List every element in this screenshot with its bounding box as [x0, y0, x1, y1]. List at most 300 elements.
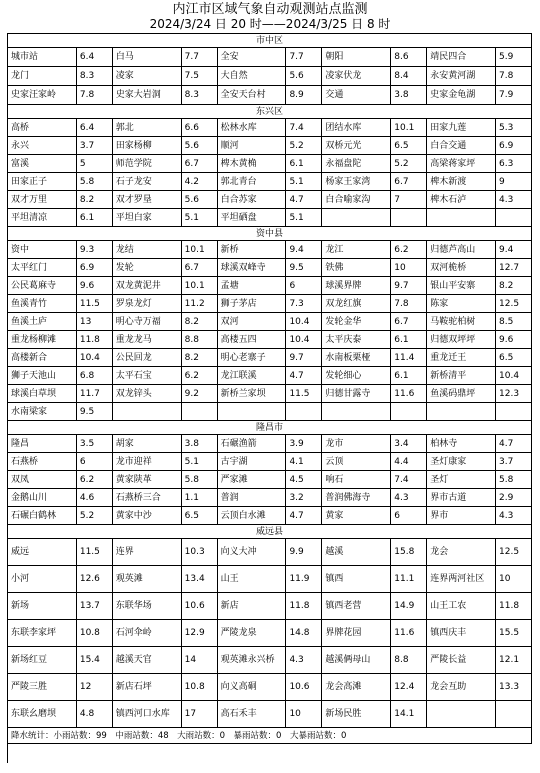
station-name: 白合喻家沟: [322, 191, 391, 208]
station-name: 归德双坪坪: [427, 331, 496, 348]
section-header-row: [8, 34, 532, 48]
rainfall-value: 9.2: [182, 385, 218, 402]
station-name: 连界: [113, 539, 182, 565]
rainfall-value: 5.6: [182, 137, 218, 154]
rainfall-value: 6: [391, 507, 427, 524]
rainfall-value: 5.1: [182, 209, 218, 226]
rainfall-value: 6.1: [391, 367, 427, 384]
station-name: [427, 701, 496, 727]
rainfall-value: 11.8: [496, 593, 532, 619]
rainfall-value: 11.6: [391, 385, 427, 402]
rainfall-value: 5.8: [182, 471, 218, 488]
rainfall-value: 9: [496, 173, 532, 190]
rainfall-value: 11.9: [286, 566, 322, 592]
table-row: [8, 191, 532, 209]
rainfall-value: 6.4: [77, 48, 113, 66]
rainfall-value: 10.4: [77, 349, 113, 366]
rainfall-value: 8.3: [77, 67, 113, 85]
table-row: [8, 674, 532, 701]
station-name: 石河伞岭: [113, 620, 182, 646]
station-name: 平坦白家: [113, 209, 182, 226]
rainfall-value: 4.3: [391, 489, 427, 506]
station-name: 镇西老营: [322, 593, 391, 619]
station-name: 新桥兰家坝: [218, 385, 287, 402]
rainfall-value: 9.5: [77, 403, 113, 420]
station-name: 田家九莲: [427, 119, 496, 136]
station-name: 新场红豆: [8, 647, 77, 673]
station-name: 严陵三胜: [8, 674, 77, 700]
station-name: 界牌花园: [322, 620, 391, 646]
station-name: 罗泉龙灯: [113, 295, 182, 312]
table-row: [8, 701, 532, 728]
table-row: [8, 593, 532, 620]
rainfall-value: 9.4: [286, 241, 322, 258]
report-title: 内江市区域气象自动观测站点监测: [172, 2, 368, 17]
station-name: 连界两河社区: [427, 566, 496, 592]
table-row: [8, 119, 532, 137]
rainfall-value: 4.3: [496, 191, 532, 208]
station-name: 发轮细心: [322, 367, 391, 384]
rainfall-value: 9.7: [391, 277, 427, 294]
rainfall-value: 10: [391, 259, 427, 276]
station-name: 龙会: [427, 539, 496, 565]
station-name: 石碾渔箭: [218, 435, 287, 452]
rainfall-value: 5.2: [286, 137, 322, 154]
station-name: 全安天台村: [218, 86, 287, 104]
station-name: 狮子茅店: [218, 295, 287, 312]
station-name: 球溪界牌: [322, 277, 391, 294]
station-name: 龙江联溪: [218, 367, 287, 384]
rainfall-value: 15.4: [77, 647, 113, 673]
rainfall-value: 10.8: [77, 620, 113, 646]
rainfall-value: 14: [182, 647, 218, 673]
station-name: 明心寺万福: [113, 313, 182, 330]
rainfall-value: 10.1: [391, 119, 427, 136]
station-name: 杨家王家湾: [322, 173, 391, 190]
rainfall-value: 10: [496, 566, 532, 592]
rainfall-value: 7.7: [286, 48, 322, 66]
report-time-range: 2024/3/24 日 20 时——2024/3/25 日 8 时: [149, 17, 391, 31]
rainfall-value: 9.6: [496, 331, 532, 348]
rainfall-value: 8.5: [496, 313, 532, 330]
rainfall-value: 7.8: [391, 295, 427, 312]
rainfall-value: 8.2: [182, 349, 218, 366]
station-name: 重龙杨柳滩: [8, 331, 77, 348]
station-name: 新桥清平: [427, 367, 496, 384]
rainfall-value: 8.2: [77, 191, 113, 208]
station-name: 威远: [8, 539, 77, 565]
station-name: 圣灯康家: [427, 453, 496, 470]
rainfall-value: 11.7: [77, 385, 113, 402]
rainfall-value: 10: [286, 701, 322, 727]
station-precipitation-table: [7, 33, 532, 763]
rainfall-value: 6.8: [77, 367, 113, 384]
station-name: 双才万里: [8, 191, 77, 208]
station-name: 团结水库: [322, 119, 391, 136]
rainfall-value: 8.6: [391, 48, 427, 66]
station-name: 龙市迎祥: [113, 453, 182, 470]
rainfall-value: 7.7: [182, 48, 218, 66]
station-name: 郭北青台: [218, 173, 287, 190]
rainfall-value: 5.1: [286, 209, 322, 226]
station-name: 凌家伏龙: [322, 67, 391, 85]
station-name: 严陵长益: [427, 647, 496, 673]
station-name: 观英滩: [113, 566, 182, 592]
rainfall-value: 13.7: [77, 593, 113, 619]
station-name: 小河: [8, 566, 77, 592]
rainfall-value: 3.4: [391, 435, 427, 452]
table-row: [8, 367, 532, 385]
station-name: 平坦硒盘: [218, 209, 287, 226]
rainfall-value: 4.6: [77, 489, 113, 506]
rainfall-value: 11.4: [391, 349, 427, 366]
station-name: 椑木石泸: [427, 191, 496, 208]
station-name: 富溪: [8, 155, 77, 172]
station-name: 田家正子: [8, 173, 77, 190]
rainfall-value: 5.8: [496, 471, 532, 488]
rainfall-value: 11.2: [182, 295, 218, 312]
table-row: [8, 277, 532, 295]
station-name: 城市站: [8, 48, 77, 66]
station-name: 明心老寨子: [218, 349, 287, 366]
station-name: 山王工农: [427, 593, 496, 619]
station-name: 水南梁家: [8, 403, 77, 420]
section-header-row: [8, 227, 532, 241]
rainfall-value: 4.2: [182, 173, 218, 190]
station-name: [322, 403, 391, 420]
rainfall-value: 13: [77, 313, 113, 330]
rainfall-value: 11.6: [391, 620, 427, 646]
station-name: 椑木新渡: [427, 173, 496, 190]
table-row: [8, 435, 532, 453]
station-name: 龙门: [8, 67, 77, 85]
station-name: 椑木黄桷: [218, 155, 287, 172]
table-row: [8, 86, 532, 105]
station-name: 东联华场: [113, 593, 182, 619]
rainfall-value: 11.5: [77, 295, 113, 312]
station-name: 松林水库: [218, 119, 287, 136]
station-name: 越溪俩母山: [322, 647, 391, 673]
section-header-row: [8, 525, 532, 539]
rainfall-value: 5.2: [77, 507, 113, 524]
section-name: 市中区: [8, 34, 532, 47]
station-name: 大自然: [218, 67, 287, 85]
table-row: [8, 48, 532, 67]
rainfall-value: 11.5: [286, 385, 322, 402]
rainfall-value: 6.2: [182, 367, 218, 384]
station-name: 镇西: [322, 566, 391, 592]
station-name: 云顶白水滩: [218, 507, 287, 524]
rainfall-value: 7.8: [496, 67, 532, 85]
station-name: 球溪双峰寺: [218, 259, 287, 276]
rainfall-value: 5.3: [496, 119, 532, 136]
rainfall-value: 6: [77, 453, 113, 470]
station-name: 高楼新合: [8, 349, 77, 366]
station-name: 界市古道: [427, 489, 496, 506]
rainfall-value: 4.8: [77, 701, 113, 727]
rainfall-value: 10.4: [286, 331, 322, 348]
rainfall-value: 8.2: [496, 277, 532, 294]
station-name: 球溪白草坝: [8, 385, 77, 402]
rainfall-value: [391, 209, 427, 226]
station-name: 东联幺磨坝: [8, 701, 77, 727]
rainfall-value: 4.4: [391, 453, 427, 470]
station-name: 金鹅山川: [8, 489, 77, 506]
rainfall-value: 7.4: [286, 119, 322, 136]
rainfall-value: 11.8: [77, 331, 113, 348]
rainfall-value: [496, 701, 532, 727]
rainfall-value: 7.4: [391, 471, 427, 488]
station-name: 银山平安寨: [427, 277, 496, 294]
rainfall-value: 17: [182, 701, 218, 727]
rainfall-value: 15.8: [391, 539, 427, 565]
rainfall-value: 6.1: [286, 155, 322, 172]
station-name: [322, 209, 391, 226]
rainfall-value: 8.9: [286, 86, 322, 104]
table-row: [8, 489, 532, 507]
table-row: [8, 566, 532, 593]
table-row: [8, 241, 532, 259]
station-name: 交通: [322, 86, 391, 104]
station-name: 黄家: [322, 507, 391, 524]
station-name: 史家汪家岭: [8, 86, 77, 104]
rainfall-value: 3.8: [182, 435, 218, 452]
station-name: 响石: [322, 471, 391, 488]
rainfall-value: 12.5: [496, 295, 532, 312]
table-row: [8, 173, 532, 191]
station-name: 向义高硐: [218, 674, 287, 700]
section-header-row: [8, 421, 532, 435]
rainfall-value: 8.2: [182, 313, 218, 330]
station-name: 胡家: [113, 435, 182, 452]
station-name: 朝阳: [322, 48, 391, 66]
station-name: 黄家陕革: [113, 471, 182, 488]
rainfall-value: [286, 403, 322, 420]
section-header-row: [8, 105, 532, 119]
station-name: 云顶: [322, 453, 391, 470]
rainfall-value: 9.9: [286, 539, 322, 565]
rainfall-value: 8.8: [182, 331, 218, 348]
rainfall-value: 10.6: [182, 593, 218, 619]
station-name: 龙江: [322, 241, 391, 258]
station-name: 界市: [427, 507, 496, 524]
station-name: 发轮金华: [322, 313, 391, 330]
station-name: 重龙迁王: [427, 349, 496, 366]
rainfall-value: 9.7: [286, 349, 322, 366]
rainfall-value: 6.9: [77, 259, 113, 276]
station-name: 古宇湖: [218, 453, 287, 470]
station-name: 双龙锌头: [113, 385, 182, 402]
rainfall-value: 6.6: [182, 119, 218, 136]
rainfall-value: 13.3: [496, 674, 532, 700]
table-row: [8, 313, 532, 331]
station-name: 永安黄河湖: [427, 67, 496, 85]
rainfall-value: 12.3: [496, 385, 532, 402]
rainfall-value: 7: [391, 191, 427, 208]
table-row: [8, 67, 532, 86]
station-name: 永兴: [8, 137, 77, 154]
rainfall-value: 11.8: [286, 593, 322, 619]
station-name: 鱼溪青竹: [8, 295, 77, 312]
table-row: [8, 349, 532, 367]
station-name: 永福盘陀: [322, 155, 391, 172]
rainfall-value: 6.1: [77, 209, 113, 226]
station-name: 镇西河口水库: [113, 701, 182, 727]
station-name: 孟塘: [218, 277, 287, 294]
station-name: 白合交通: [427, 137, 496, 154]
station-name: 新店石坪: [113, 674, 182, 700]
station-name: 史家大岩洞: [113, 86, 182, 104]
station-name: 高梁蒋家坪: [427, 155, 496, 172]
rainfall-value: 10.6: [286, 674, 322, 700]
rainfall-value: 6.5: [182, 507, 218, 524]
rainfall-value: 12.6: [77, 566, 113, 592]
rainfall-value: 7.8: [77, 86, 113, 104]
rainfall-value: 4.7: [286, 191, 322, 208]
station-name: 普润佛海寺: [322, 489, 391, 506]
station-name: 公民回龙: [113, 349, 182, 366]
station-name: 双河桅桥: [427, 259, 496, 276]
station-name: 双凤: [8, 471, 77, 488]
rainfall-value: 9.4: [496, 241, 532, 258]
rainfall-value: 11.1: [391, 566, 427, 592]
rainfall-value: 6.5: [496, 349, 532, 366]
rainfall-value: 6.1: [391, 331, 427, 348]
station-name: 太平石宝: [113, 367, 182, 384]
station-name: 狮子天池山: [8, 367, 77, 384]
rainfall-value: 7.9: [496, 86, 532, 104]
station-name: 向义大冲: [218, 539, 287, 565]
rainfall-value: 1.1: [182, 489, 218, 506]
rainfall-value: [496, 209, 532, 226]
station-name: 公民葛麻寺: [8, 277, 77, 294]
rainfall-value: 4.3: [286, 647, 322, 673]
rainfall-value: 6.7: [391, 313, 427, 330]
table-row: [8, 453, 532, 471]
rainfall-value: 14.1: [391, 701, 427, 727]
station-name: 归德甘露寺: [322, 385, 391, 402]
table-row: [8, 471, 532, 489]
rainfall-value: 12.7: [496, 259, 532, 276]
rainfall-value: 5.2: [391, 155, 427, 172]
rainfall-value: 12: [77, 674, 113, 700]
rainfall-value: 6.5: [391, 137, 427, 154]
rainfall-value: 7.5: [182, 67, 218, 85]
rainfall-value: 4.1: [286, 453, 322, 470]
station-name: 双龙黄泥井: [113, 277, 182, 294]
station-name: 马鞍驼柏树: [427, 313, 496, 330]
table-row: [8, 155, 532, 173]
rainfall-value: 7.3: [286, 295, 322, 312]
precipitation-summary: 降水统计：小雨站数：99 中雨站数：48 大雨站数：0 暴雨站数：0 大暴雨站数：0: [8, 728, 532, 743]
station-name: 石燕桥三合: [113, 489, 182, 506]
rainfall-value: 6: [286, 277, 322, 294]
station-name: 镇西庆丰: [427, 620, 496, 646]
station-name: 龙市: [322, 435, 391, 452]
station-name: 高桥: [8, 119, 77, 136]
rainfall-value: 4.5: [286, 471, 322, 488]
rainfall-value: 3.2: [286, 489, 322, 506]
rainfall-value: 10.4: [496, 367, 532, 384]
rainfall-value: 10.1: [182, 277, 218, 294]
station-name: 石燕桥: [8, 453, 77, 470]
station-name: 越溪天官: [113, 647, 182, 673]
station-name: 郭北: [113, 119, 182, 136]
rainfall-value: 12.9: [182, 620, 218, 646]
rainfall-value: 6.7: [182, 259, 218, 276]
station-name: 鱼溪码鼎坪: [427, 385, 496, 402]
station-name: 陈家: [427, 295, 496, 312]
rainfall-value: 9.5: [286, 259, 322, 276]
station-name: 太平红门: [8, 259, 77, 276]
rainfall-value: 3.7: [77, 137, 113, 154]
station-name: 发轮: [113, 259, 182, 276]
rainfall-value: 14.8: [286, 620, 322, 646]
rainfall-value: 3.8: [391, 86, 427, 104]
rainfall-value: 12.5: [496, 539, 532, 565]
rainfall-value: 10.8: [182, 674, 218, 700]
rainfall-value: 8.3: [182, 86, 218, 104]
rainfall-value: 3.7: [496, 453, 532, 470]
rainfall-value: 2.9: [496, 489, 532, 506]
station-name: 新店: [218, 593, 287, 619]
station-name: 白马: [113, 48, 182, 66]
station-name: 双桥元光: [322, 137, 391, 154]
station-name: [113, 403, 182, 420]
station-name: 全安: [218, 48, 287, 66]
rainfall-value: 3.5: [77, 435, 113, 452]
table-row: [8, 331, 532, 349]
station-name: 新场: [8, 593, 77, 619]
summary-row: [8, 728, 532, 744]
rainfall-value: 5: [77, 155, 113, 172]
table-row: [8, 620, 532, 647]
station-name: 铁佛: [322, 259, 391, 276]
rainfall-value: 12.4: [391, 674, 427, 700]
station-name: 观英滩永兴桥: [218, 647, 287, 673]
rainfall-value: 14.9: [391, 593, 427, 619]
station-name: 师范学院: [113, 155, 182, 172]
station-name: 水南板栗桠: [322, 349, 391, 366]
station-name: [218, 403, 287, 420]
station-name: 新场民胜: [322, 701, 391, 727]
station-name: 石子龙安: [113, 173, 182, 190]
rainfall-value: 15.5: [496, 620, 532, 646]
station-name: 重龙龙马: [113, 331, 182, 348]
table-row: [8, 403, 532, 421]
rainfall-value: 5.1: [286, 173, 322, 190]
station-name: 田家杨柳: [113, 137, 182, 154]
station-name: 严家滩: [218, 471, 287, 488]
rainfall-value: [496, 403, 532, 420]
station-name: 黄家中沙: [113, 507, 182, 524]
table-row: [8, 507, 532, 525]
rainfall-value: 5.8: [77, 173, 113, 190]
station-name: 普润: [218, 489, 287, 506]
table-row: [8, 647, 532, 674]
rainfall-value: 5.1: [182, 453, 218, 470]
rainfall-value: 13.4: [182, 566, 218, 592]
station-name: [427, 209, 496, 226]
station-name: 太平庆泰: [322, 331, 391, 348]
station-name: 资中: [8, 241, 77, 258]
table-row: [8, 539, 532, 566]
table-row: [8, 295, 532, 313]
station-name: 鱼溪土庐: [8, 313, 77, 330]
station-name: 新桥: [218, 241, 287, 258]
table-row: [8, 259, 532, 277]
station-name: 石碾白鹤林: [8, 507, 77, 524]
